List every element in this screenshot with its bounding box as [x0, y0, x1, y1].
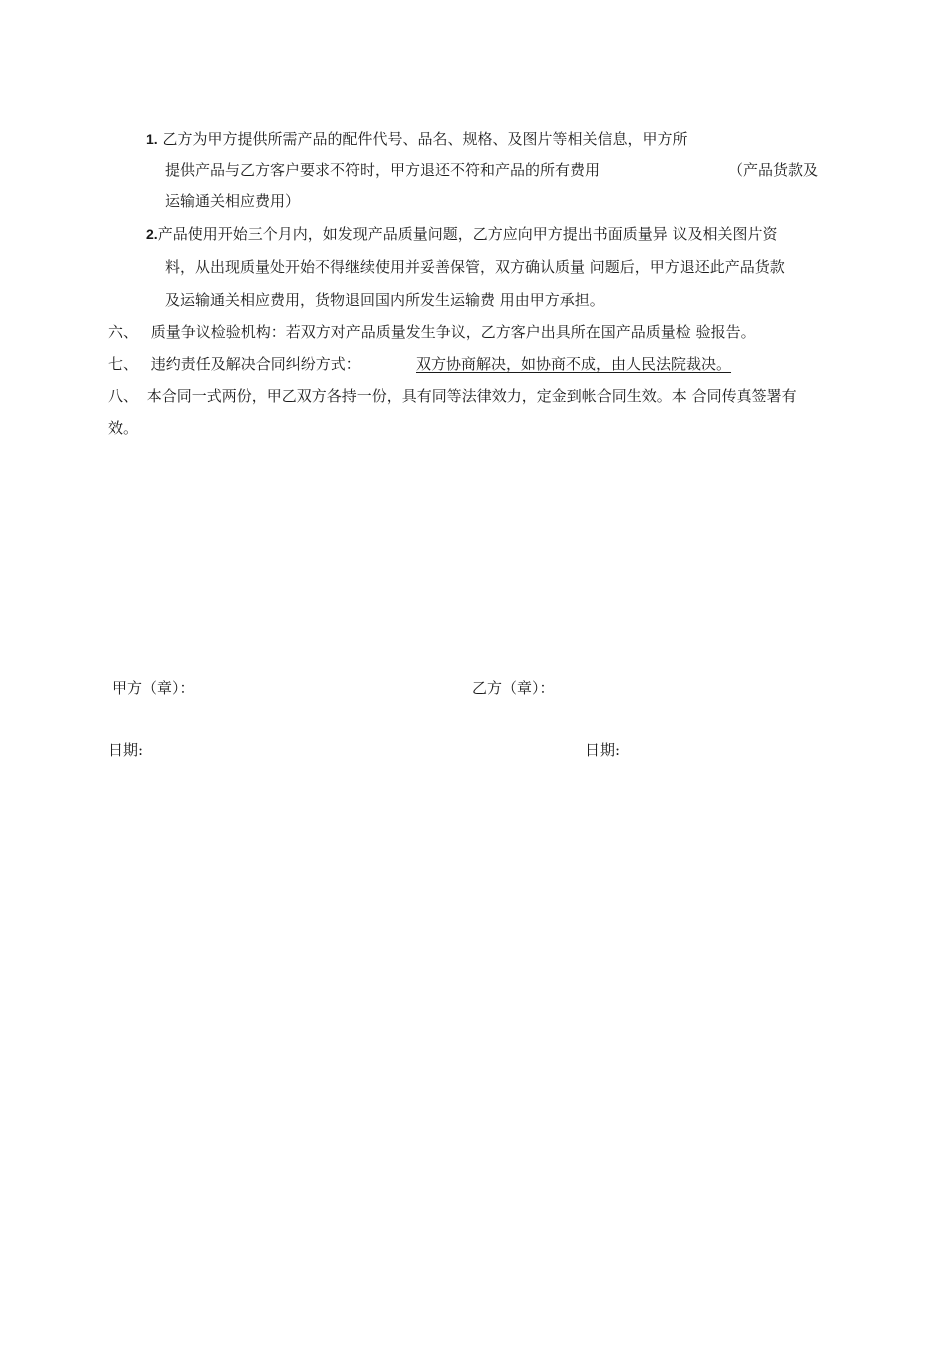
party-a-date: 日期: — [108, 741, 144, 759]
item-1-number: 1. — [146, 131, 158, 147]
item-2-text: 产品使用开始三个月内，如发现产品质量问题，乙方应向甲方提出书面质量异 议及相关图片资 — [157, 225, 778, 243]
party-a-seal: 甲方（章）： — [112, 679, 195, 697]
party-b-date: 日期: — [585, 741, 621, 759]
section-6-text: 质量争议检验机构：若双方对产品质量发生争议，乙方客户出具所在国产品质量检 验报告。 — [150, 323, 756, 341]
section-8-line-1 — [108, 386, 797, 406]
section-7-label: 七、 — [108, 355, 139, 373]
item-1-text: 乙方为甲方提供所需产品的配件代号、品名、规格、及图片等相关信息，甲方所 — [162, 130, 688, 148]
section-7 — [108, 354, 361, 374]
section-8-label: 八、 — [108, 387, 139, 405]
item-1-line-3: 运输通关相应费用） — [165, 192, 301, 210]
section-8-line-2: 效。 — [108, 419, 139, 437]
section-8-text: 本合同一式两份，甲乙双方各持一份，具有同等法律效力，定金到帐合同生效。本 合同传真签署有 — [146, 387, 797, 405]
item-1-line-2-paren: （产品货款及 — [728, 161, 819, 179]
section-7-text: 违约责任及解决合同纠纷方式： — [150, 355, 361, 373]
item-1-line-1 — [146, 129, 687, 149]
item-2-line-3: 及运输通关相应费用，货物退回国内所发生运输费 用由甲方承担。 — [165, 291, 605, 309]
party-b-seal: 乙方（章）： — [472, 679, 555, 697]
item-1-line-2: 提供产品与乙方客户要求不符时，甲方退还不符和产品的所有费用 — [165, 161, 601, 179]
section-6-label: 六、 — [108, 323, 139, 341]
item-2-line-1 — [146, 224, 777, 244]
item-2-number: 2. — [146, 226, 158, 242]
section-7-resolution: 双方协商解决，如协商不成，由人民法院裁决。 — [416, 355, 732, 373]
section-6 — [108, 322, 756, 342]
item-2-line-2: 料，从出现质量处开始不得继续使用并妥善保管，双方确认质量 问题后，甲方退还此产品货款 — [165, 258, 785, 276]
